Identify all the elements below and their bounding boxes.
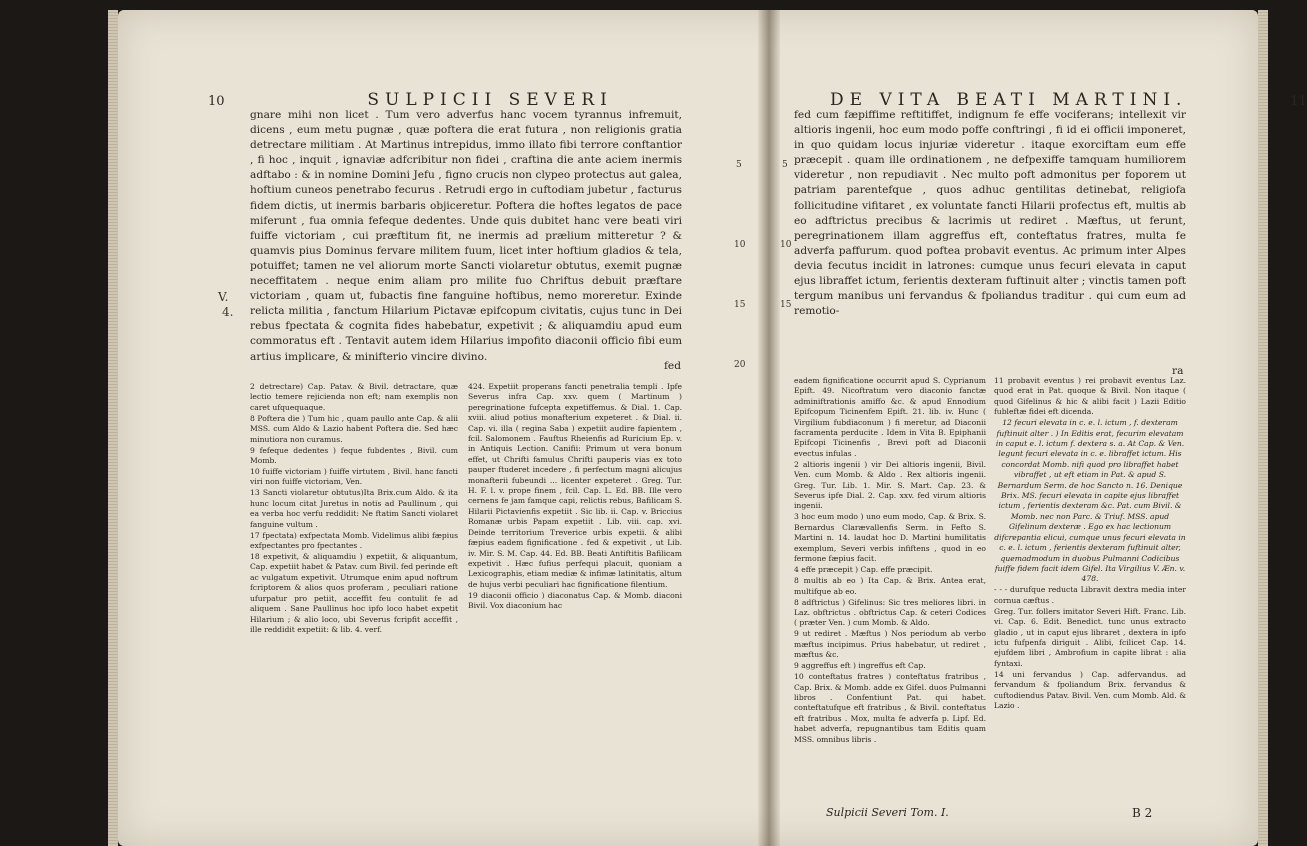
footnote: 8 Poftera die ) Tum hic , quam paullo ante Cap. & alii MSS. cum Aldo & Lazio habent Poftera die. Sed hæc minutiora non curamus.: [250, 413, 458, 444]
left-running-head: [208, 90, 613, 110]
left-notes-column-1: [250, 382, 458, 830]
left-main-paragraph: gnare mihi non licet . Tum vero adverfus hanc vocem tyrannus infremuit, dicens , eum metu pugnæ , quæ poftera die erat futura , non religionis gratia detrectare militiam . At Martinus intrepidus, immo illato fibi terrore conftantior , fi hoc , inquit , ignaviæ adfcribitur non fidei , craftina die ante aciem inermis adftabo : & in nomine Domini Jefu , figno crucis non clypeo protectus aut galea, hoftium cuneos penetrabo fecurus . Retrudi ergo in cuftodiam jubetur , facturus fidem dictis, ut inermis barbaris objiceretur. Poftera die hoftes legatos de pace miferunt , fua omnia fefeque dedentes. Unde quis dubitet hanc vere beati viri fuiffe victoriam , cui præftitum fit, ne inermis ad prælium mitteretur ? & quamvis pius Dominus fervare militem fuum, licet inter hoftium gladios & tela, potuiffet; tamen ne vel aliorum morte Sancti violaretur obtutus, exemit pugnæ neceffitatem . neque enim aliam pro milite fuo Chriftus debuit præftare victoriam , quam ut, fubactis fine fanguine hoftibus, nemo moreretur. Exinde relicta militia , fanctum Hilarium Pictavæ epifcopum civitatis, cujus tunc in Dei rebus fpectata & cognita fides habebatur, expetivit ; & aliquamdiu apud eum commoratus eft . Tentavit autem idem Hilarius impofito diaconii officio fibi eum artius implicare, & minifterio vincire divino.: [250, 109, 682, 363]
footnote: 17 fpectata) exfpectata Momb. Videlimus alibi fæpius exfpectantes pro fpectantes .: [250, 530, 458, 551]
footnote: 8 multis ab eo ) Ita Cap. & Brix. Antea erat, multifque ab eo.: [794, 576, 986, 596]
left-main-text: [250, 108, 682, 365]
footnote: 4 effe præcepit ) Cap. effe præcipit.: [794, 565, 933, 575]
book-gutter: [758, 10, 780, 846]
right-notes-column-2: [994, 376, 1186, 814]
right-catchword: ra: [1172, 365, 1184, 377]
margin-chapter-mark: V.: [218, 290, 229, 304]
footnote: 424. Expetiit properans fancti penetralia templi . Ipfe Severus infra Cap. xxv. quem ( Martinum ) peregrinatione fufcepta expetiffemus. & Dial. 1. Cap. xviii. aliud potius monafterium expeteret . & Dial. ii. Cap. vi. illa ( regina Saba ) expetiit audire fapientem , fcil. Salomonem . Fauftus Rheienfis ad Ruricium Ep. v. in Antiquis Lection. Canifii: Primum ut vera bonum effet, ut Chrifti famulus Chrifti pauperis vias ex toto pauper ftuderet incedere , fi perfectum magni alicujus monafterii fubeundi ... licenter expeteret . Greg. Tur. H. F. l. v. prope finem , fcil. Cap. L. Ed. BB. Ille vero cernens fe jam famque capi, relictis rebus, Bafilicam S. Hilarii Pictavienfis expetiit . Sic lib. ii. Cap. v. Briccius Romanæ urbis Papam expetiit . Lib. viii. cap. xvi. Deinde territorium Treverice urbis expetii. & alibi fæpius eadem fignificatione . fed & expetivit , ut Lib. iv. Mir. S. M. Cap. 44. Ed. BB. Beati Antiftitis Bafilicam expetivit . Hæc fufius perfequi placuit, quoniam a Lexicographis, etiam mediæ & infimæ latinitatis, altum de hujus verbi peculiari hac fignificatione filentium.: [468, 382, 682, 589]
footnote: 18 expetivit, & aliquamdiu ) expetiit, & aliquantum, Cap. expetiit habet & Patav. cum Bivil. fed perinde eft ac vulgatum expetivit. Utrumque enim apud noftrum fcriptorem & alios quos proferam , peculiari ratione ufurpatur pro petiit, acceffit feu contulit fe ad aliquem . Sane Paullinus hoc ipfo loco habet expetit Hilarium ; & alio loco, ubi Severus fcripfit acceffit , ille reddidit expetiit: & lib. 4. verf.: [250, 552, 458, 634]
footnote: Greg. Tur. follers imitator Severi Hift. Franc. Lib. vi. Cap. 6. Edit. Benedict. tunc unus extracto gladio , ut in caput ejus libraret , dextera in ipfo ictu fufpenfa diriguit . Alibi, fcilicet Cap. 14. ejufdem libri , Ambrofium in capite librat : alia fyntaxi.: [994, 606, 1186, 668]
footnote: eadem fignificatione occurrit apud S. Cyprianum Epift. 49. Nicoftratum vero diaconio fanctæ adminiftrationis amiffo &c. & apud Ennodium Epifcopum Ticinenfem Epift. 21. lib. iv. Hunc ( Virgilium fubdiaconum ) fi meretur, ad Diaconii facramenta perducite . Idem in Vita B. Epiphanii Epifcopi Ticinenfis , Brevi poft ad Diaconii evectus infulas .: [794, 376, 986, 458]
left-notes-column-2: [468, 382, 682, 830]
left-line-number: 10: [734, 240, 746, 250]
right-footer-signature-line: Sulpicii Severi Tom. I.: [826, 806, 949, 819]
footnote: - - - durufque reducta Libravit dextra media inter cornua cæftus .: [994, 585, 1186, 605]
right-notes-column-1: [794, 376, 986, 804]
right-line-number: 10: [780, 240, 792, 250]
right-line-number: 15: [780, 300, 792, 310]
footnote: 2 detrectare) Cap. Patav. & Bivil. detractare, quæ lectio temere rejicienda non eft; nam exemplis non caret ufquequaque.: [250, 382, 458, 412]
left-head-title: SULPICII SEVERI: [367, 90, 613, 110]
footnote: 9 aggreffus eft ) ingreffus eft Cap.: [794, 661, 926, 671]
footnote: 2 altioris ingenii ) vir Dei altioris ingenii, Bivil. Ven. cum Momb. & Aldo . Rex altioris ingenii. Greg. Tur. Lib. 1. Mir. S. Mart. Cap. 23. & Severus ipfe Dial. 2. Cap. xxv. fed virum altioris ingenii.: [794, 459, 986, 511]
left-page: [118, 10, 758, 846]
left-line-number: 5: [736, 160, 742, 170]
right-main-paragraph: fed cum fæpiffime reftitiffet, indignum fe effe vociferans; intellexit vir altioris ingenii, hoc eum modo poffe conftringi , fi id ei officii imponeret, in quo quidam locus injuriæ videretur . itaque exorciftam eum effe præcepit . quam ille ordinationem , ne defpexiffe tamquam humiliorem videretur , non repudiavit . Nec multo poft admonitus per foporem ut patriam parentefque , quos adhuc gentilitas detinebat, religiofa follicitudine vifitaret , ex voluntate fancti Hilarii profectus eft, multis ab eo adftrictus precibus & lacrimis ut rediret . Mæftus, ut ferunt, peregrinationem illam aggreffus eft, conteftatus fratres, multa fe adverfa paffurum. quod poftea probavit eventus. Ac primum inter Alpes devia fecutus incidit in latrones: cumque unus fecuri elevata in caput ejus libraffet ictum, ferientis dexteram fuftinuit alter ; vinctis tamen poft tergum manibus uni fervandus & fpoliandus traditur . qui cum eum ad remotio-: [794, 109, 1186, 318]
open-book: [118, 10, 1307, 846]
footnote: 9 fefeque dedentes ) feque fubdentes , Bivil. cum Momb.: [250, 445, 458, 466]
left-page-number: 10: [208, 94, 225, 109]
footnote: 12 fecuri elevata in c. e. l. ictum , f. dexteram fuftinuit alter . ) In Editis erat, fecurim elevatam in caput e. l. ictum f. dextera s. a. At Cap. & Ven. legunt fecuri elevata in c. e. libraffet ictum. His concordat Momb. nifi quod pro libraffet habet vibraffet , ut eft etiam in Pat. & apud S. Bernardum Serm. de hoc Sancto n. 16. Denique Brix. MS. fecuri elevata in capite ejus libraffet ictum , ferientis dexteram &c. Pat. cum Bivil. & Momb. nec non Parc. & Triuf. MSS. apud Gifelinum dexteræ . Ego ex hac lectionum difcrepantia elicui, cumque unus fecuri elevata in c. e. l. ictum , ferientis dexteram fuftinuit alter, quemadmodum in duobus Pulmanni Codicibus fuiffe fidem facit idem Gifel. Ita Virgilius V. Æn. v. 478.: [994, 418, 1186, 584]
left-line-number: 15: [734, 300, 746, 310]
right-page-number: 11: [1290, 94, 1307, 109]
left-fore-edge: [108, 10, 118, 846]
footnote: 9 ut rediret . Mæftus ) Nos periodum ab verbo mæftus incipimus. Prius habebatur, ut rediret , mæftus &c.: [794, 629, 986, 660]
right-main-text: [794, 108, 1186, 319]
right-line-number: 5: [782, 160, 788, 170]
right-printer-signature: B 2: [1132, 806, 1153, 820]
footnote: 8 adftrictus ) Gifelinus: Sic tres meliores libri. in Laz. obftrictus . obftrictus Cap. & ceteri Codices ( præter Ven. ) cum Momb. & Aldo.: [794, 597, 986, 628]
right-head-title: DE VITA BEATI MARTINI.: [830, 90, 1188, 110]
footnote: 19 diaconii officio ) diaconatus Cap. & Momb. diaconi Bivil. Vox diaconium hac: [468, 590, 682, 611]
footnote: 14 uni fervandus ) Cap. adfervandus. ad fervandum & fpoliandum Brix. fervandus & cuftodiendus Patav. Bivil. Ven. cum Momb. Ald. & Lazio .: [994, 669, 1186, 710]
footnote: 11 probavit eventus ) rei probavit eventus Laz. quod erat in Pat. quoque & Bivil. Non itaque ( quod Gifelinus & hic & alibi facit ) Lazii Editio fubleftæ fidei eft dicenda.: [994, 376, 1186, 417]
footnote: 13 Sancti violaretur obtutus)Ita Brix.cum Aldo. & ita hunc locum citat Juretus in notis ad Paullinum , qui ea verba hoc verfu reddidit: Ne ftatim Sancti violaret fanguine vultum .: [250, 488, 458, 529]
footnote: 10 conteftatus fratres ) conteftatus fratribus , Cap. Brix. & Momb. adde ex Gifel. duos Pulmanni libros . Confentiunt Pat. qui habet. conteftatufque eft fratribus , & Bivil. conteftatus eft fratribus . Mox, multa fe adverfa p. Lipf. Ed. habet adverfa, repugnantibus tam Editis quam MSS. omnibus libris .: [794, 672, 986, 744]
right-page: [780, 10, 1307, 846]
left-catchword: fed: [664, 360, 681, 372]
left-line-number: 20: [734, 360, 746, 370]
footnote: 10 fuiffe victoriam ) fuiffe virtutem , Bivil. hanc fancti viri non fuiffe victoriam, Ven.: [250, 467, 458, 487]
footnote: 3 hoc eum modo ) uno eum modo, Cap. & Brix. S. Bernardus Clarævallenfis Serm. in Fefto S. Martini n. 14. laudat hoc D. Martini humilitatis exemplum, Severi verbis infiftens , quod in eo fermone fæpius facit.: [794, 512, 986, 564]
right-running-head: [830, 90, 1307, 110]
margin-section-mark: 4.: [222, 305, 234, 319]
right-fore-edge: [1258, 10, 1268, 846]
